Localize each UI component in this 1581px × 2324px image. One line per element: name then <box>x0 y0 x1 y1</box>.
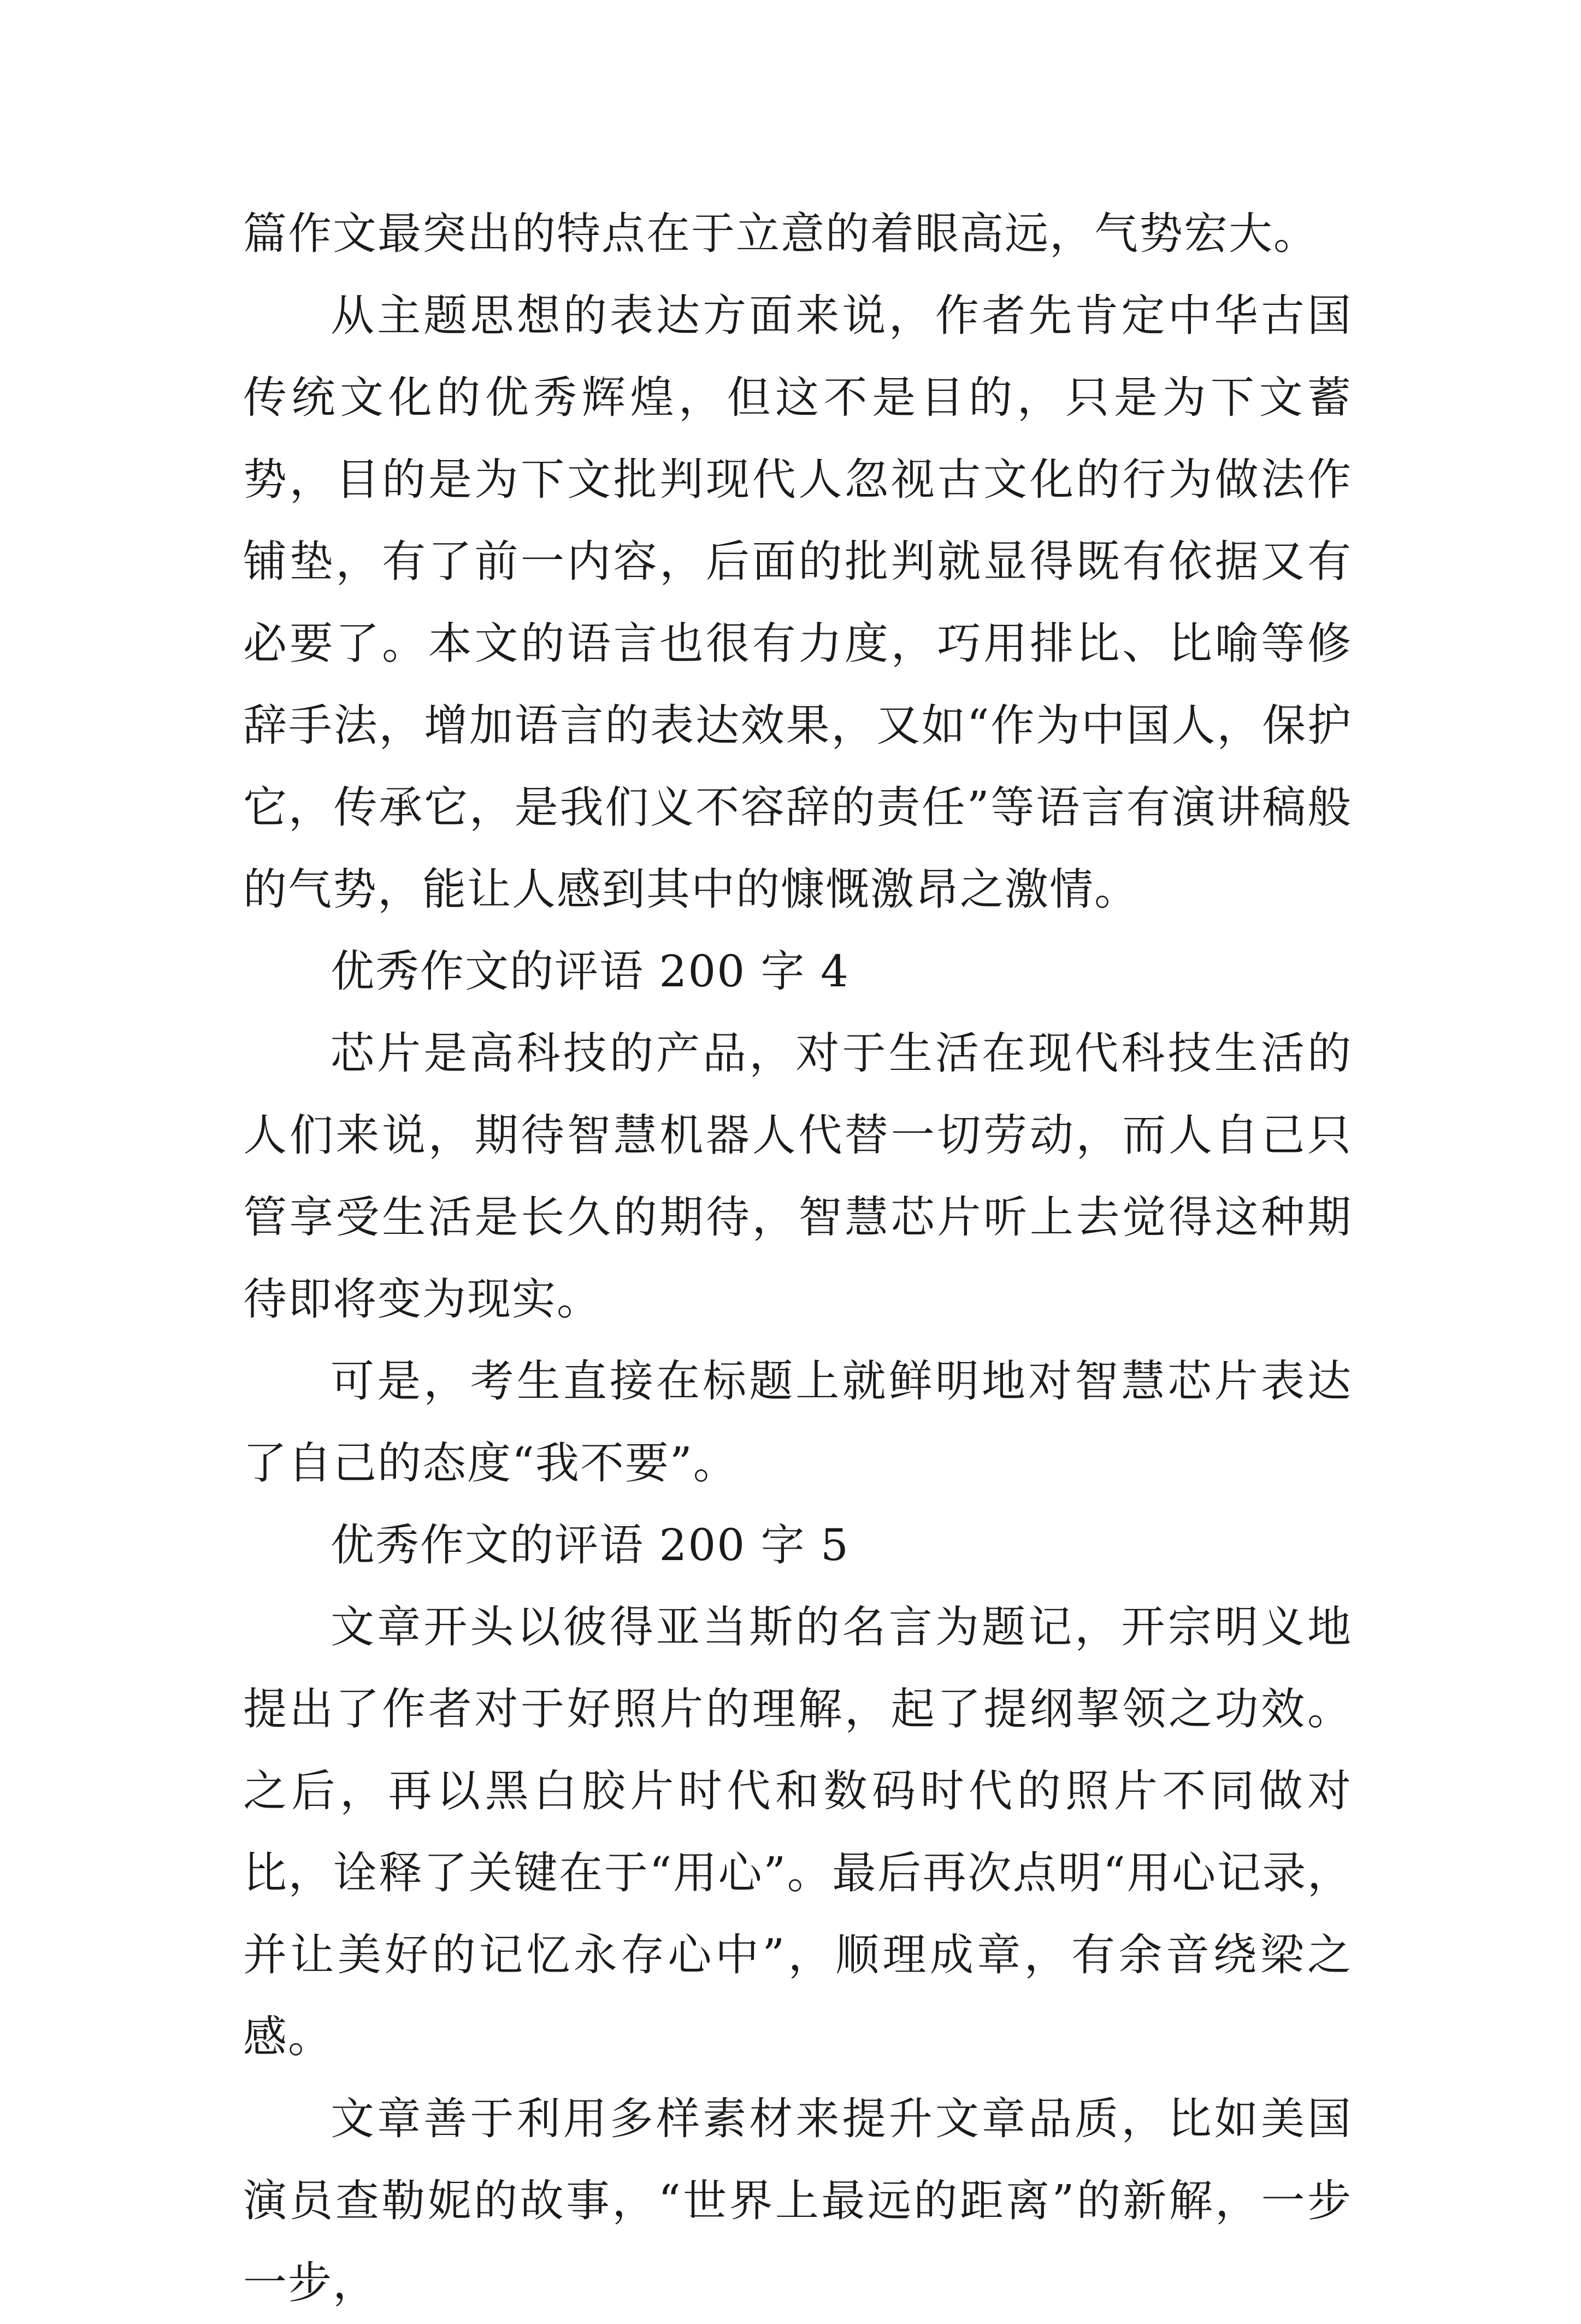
paragraph-4: 可是，考生直接在标题上就鲜明地对智慧芯片表达了自己的态度“我不要”。 <box>243 1356 1352 1488</box>
paragraph-5: 文章开头以彼得亚当斯的名言为题记，开宗明义地提出了作者对于好照片的理解，起了提纲挈领之功效。之后，再以黑白胶片时代和数码时代的照片不同做对比，诠释了关键在于“用心”。最后再次点明“用心记录，并让美好的记忆永存心中”，顺理成章，有余音绕梁之感。 <box>243 1602 1352 2062</box>
document-page <box>243 193 1352 2324</box>
section-heading-4: 优秀作文的评语 200 字 4 <box>331 946 850 997</box>
paragraph-6: 文章善于利用多样素材来提升文章品质，比如美国演员查勒妮的故事，“世界上最远的距离”的新解，一步一步， <box>243 2093 1352 2308</box>
paragraph-1: 篇作文最突出的特点在于立意的着眼高远，气势宏大。 <box>243 208 1318 259</box>
section-heading-5: 优秀作文的评语 200 字 5 <box>331 1520 850 1570</box>
paragraph-2: 从主题思想的表达方面来说，作者先肯定中华古国传统文化的优秀辉煌，但这不是目的，只是为下文蓄势，目的是为下文批判现代人忽视古文化的行为做法作铺垫，有了前一内容，后面的批判就显得既有依据又有必要了。本文的语言也很有力度，巧用排比、比喻等修辞手法，增加语言的表达效果，又如“作为中国人，保护它，传承它，是我们义不容辞的责任”等语言有演讲稿般的气势，能让人感到其中的慷慨激昂之激情。 <box>243 290 1352 915</box>
paragraph-3: 芯片是高科技的产品，对于生活在现代科技生活的人们来说，期待智慧机器人代替一切劳动，而人自己只管享受生活是长久的期待，智慧芯片听上去觉得这种期待即将变为现实。 <box>243 1028 1352 1325</box>
